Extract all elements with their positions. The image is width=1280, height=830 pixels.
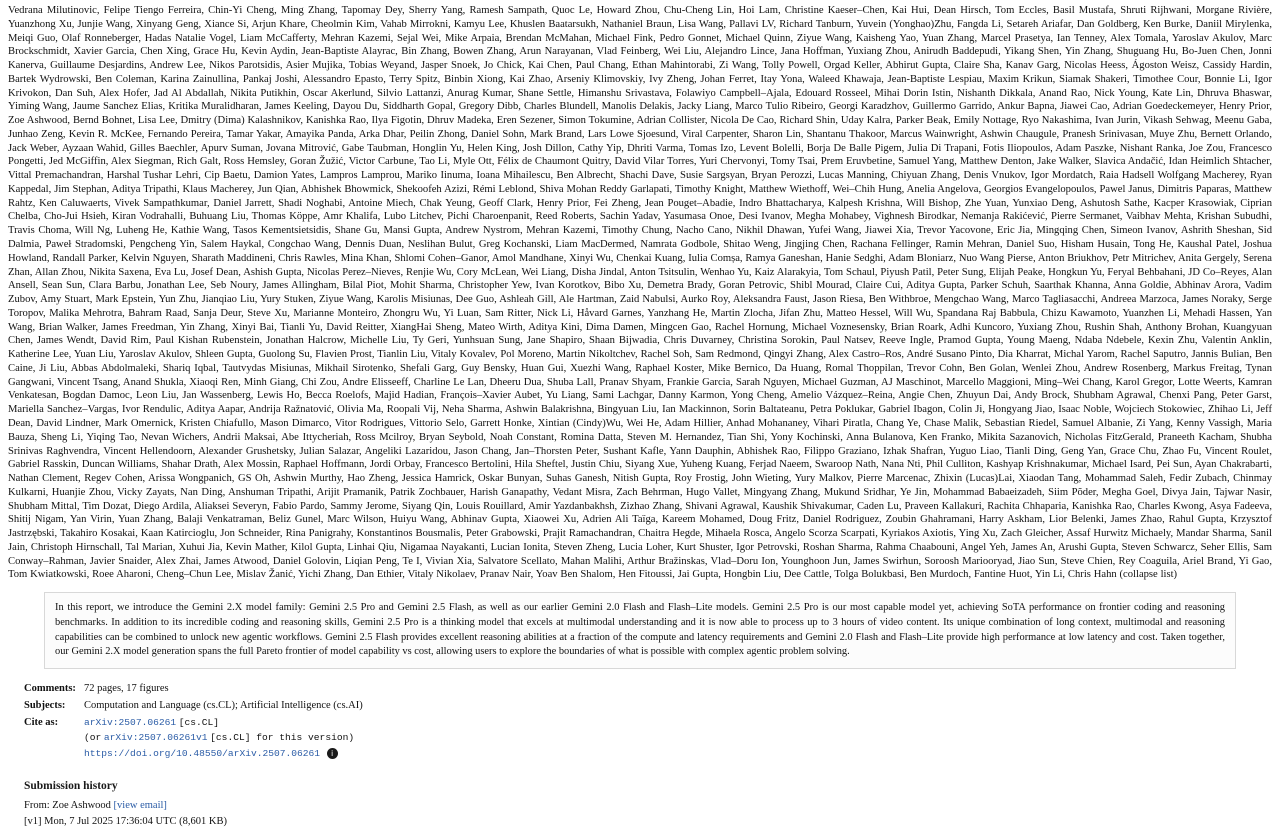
view-email-link[interactable]: [view email] bbox=[113, 800, 167, 812]
abstract-block: In this report, we introduce the Gemini 2.X model family: Gemini 2.5 Pro and Gemini 2.5 Flash, as well as our earlier Gemini 2.0 Flash and Flash–Lite models. Gemini 2.5 Pro is our most capable model yet, achieving SoTA performance on frontier coding and reasoning benchmarks. In addition to its incredible coding and reasoning skills, Gemini 2.5 Pro is a thinking model that excels at multimodal understanding and it is now able to process up to 3 hours of video content. Its unique combination of long context, multimodal and reasoning capabilities can be combined to unlock new agentic workflows. Gemini 2.5 Flash provides excellent reasoning abilities at a fraction of the compute and latency requirements and Gemini 2.0 Flash and Flash–Lite provide high performance at low latency and cost. Taken together, our Gemini 2.X model generation spans the full Pareto frontier of model capability vs cost, allowing users to explore the boundaries of what is possible with complex agentic problem solving. bbox=[44, 592, 1236, 669]
comments-label: Comments: bbox=[24, 683, 76, 695]
arxiv-id-link[interactable]: arXiv:2507.06261 bbox=[84, 716, 177, 728]
submission-version-row: [v1] Mon, 7 Jul 2025 17:36:04 UTC (8,601 KB) bbox=[24, 815, 227, 827]
cite-as-value bbox=[84, 715, 1280, 762]
cite-primary-line bbox=[84, 715, 1280, 731]
doi-link[interactable]: https://doi.org/10.48550/arXiv.2507.06261 bbox=[84, 748, 321, 760]
submission-from-label: From: bbox=[24, 800, 50, 812]
submission-history bbox=[24, 778, 1280, 830]
submission-history-heading: Submission history bbox=[24, 779, 118, 792]
cite-primary-category: [cs.CL] bbox=[178, 716, 220, 728]
arxiv-version-link[interactable]: arXiv:2507.06261v1 bbox=[103, 732, 208, 744]
cite-secondary-suffix: [cs.CL] for this version) bbox=[210, 732, 355, 744]
comments-value: 72 pages, 17 figures bbox=[84, 683, 169, 695]
cite-secondary-prefix: (or bbox=[84, 732, 102, 744]
subjects-label: Subjects: bbox=[24, 699, 66, 711]
cite-as-row bbox=[24, 715, 1280, 762]
comments-row bbox=[24, 681, 1280, 697]
submission-from-name: Zoe Ashwood bbox=[52, 800, 111, 812]
info-icon[interactable]: i bbox=[327, 748, 338, 759]
author-list: Vedrana Milutinovic, Felipe Tiengo Ferreira, Chin-Yi Cheng, Ming Zhang, Tapomay Dey, Sherry Yang, Ramesh Sampath, Quoc Le, Howard Zhou, Chu-Cheng Lin, Hoi Lam, Christine Kaeser–Chen, Kai Hui, Dean Hirsch, Tom Eccles, Basil Mustafa, Shruti Rijhwani, Morgane Rivière, Yuanzhong Xu, Junjie Wang, Xinyang Geng, Xiance Si, Arjun Khare, Cheolmin Kim, Vahab Mirrokni, Kamyu Lee, Khuslen Baatarsukh, Nathaniel Braun, Lisa Wang, Pallavi LV, Richard Tanburn, Yuvein (Yonghao)Zhu, Fangda Li, Setareh Ariafar, Dan Goldberg, Ken Burke, Daniil Mirylenka, Meiqi Guo, Olaf Ronneberger, Hadas Natalie Vogel, Liam McCafferty, Mehran Kazemi, Sejal Wei, Mike Arpaia, Brendan McMahan, Michael Fink, Pedro Gonnet, Michael Quinn, Ziyue Wang, Kaisheng Yao, Yuan Zhang, Marcel Prasetya, Ian Tenney, Alex Tomala, Yaroslav Akulov, Marc Brockschmidt, Xavier Garcia, Chen Xing, Grace Hu, Kevin Aydin, Jean-Baptiste Alayrac, Bin Zhang, Bowen Zhang, Arun Narayanan, Vlad Feinberg, Wei Liu, Alejandro Lince, Jana Hoffman, Yuxiang Zhou, Anirudh Baddepudi, Yikang Shen, Yin Zhang, Shuguang Hu, Bo-Juen Chen, Jonni Kanerva, Guillaume Desjardins, Andrew Lee, Nikos Parotsidis, Asier Mujika, Tobias Weyand, Jasper Snoek, Jo Chick, Kai Chen, Paul Chang, Ethan Mahintorabi, Zi Wang, Tolly Powell, Orgad Keller, Abhirut Gupta, Claire Sha, Kanav Garg, Nicolas Heess, Ágoston Weisz, Cassidy Hardin, Bartek Wydrowski, Ben Coleman, Karina Zainullina, Pankaj Joshi, Alessandro Epasto, Terry Spitz, Binbin Xiong, Kai Zhao, Arseniy Klimovskiy, Ivy Zheng, Johan Ferret, Itay Yona, Waleed Khawaja, Jean-Baptiste Lespiau, Maxim Krikun, Siamak Shakeri, Timothee Cour, Bonnie Li, Igor Krivokon, Dan Suh, Alex Hofer, Jad Al Abdallah, Nikita Putikhin, Oscar Akerlund, Silvio Lattanzi, Anurag Kumar, Shane Settle, Himanshu Srivastava, Folawiyo Campbell–Ajala, Edouard Rosseel, Mihai Dorin Istin, Nishanth Dikkala, Anand Rao, Nick Young, Kate Lin, Dhruva Bhaswar, Yiming Wang, Jaume Sanchez Elias, Kritika Muralidharan, James Keeling, Dayou Du, Siddharth Gopal, Gregory Dibb, Charles Blundell, Manolis Delakis, Jacky Liang, Marco Tulio Ribeiro, Georgi Karadzhov, Guillermo Garrido, Ankur Bapna, Jiawei Cao, Adrian Goedeckemeyer, Henry Prior, Zoe Ashwood, Bernd Bohnet, Lisa Lee, Dmitry (Dima) Kalashnikov, Kanishka Rao, Ilya Figotin, Dhruv Madeka, Eren Sezener, Simon Tokumine, Adrian Collister, Nicola De Cao, Richard Shin, Uday Kalra, Parker Beak, Emily Nottage, Ryo Nakashima, Ivan Jurin, Vikash Sehwag, Meenu Gaba, Junhao Zeng, Kevin R. McKee, Fernando Pereira, Tamar Yakar, Amayika Panda, Arka Dhar, Peilin Zhong, Daniel Sohn, Mark Brand, Lars Lowe Sjoesund, Viral Carpenter, Sharon Lin, Shantanu Thakoor, Marcus Wainwright, Ashwin Chaugule, Pranesh Srinivasan, Muye Zhu, Bernett Orlando, Jack Weber, Ayzaan Wahid, Gilles Baechler, Apurv Suman, Jovana Mitrović, Gabe Taubman, Honglin Yu, Helen King, Josh Dillon, Cathy Yip, Dhriti Varma, Tomas Izo, Levent Bolelli, Borja De Balle Pigem, Julia Di Trapani, Fotis Iliopoulos, Adam Paszke, Nishant Ranka, Joe Zou, Francesco Pongetti, Jed McGiffin, Alex Siegman, Rich Galt, Ross Hemsley, Goran Žužić, Victor Carbune, Tao Li, Myle Ott, Félix de Chaumont Quitry, David Vilar Torres, Yuri Chervonyi, Tomy Tsai, Prem Eruvbetine, Samuel Yang, Matthew Denton, Jake Walker, Slavica Andačić, Idan Heimlich Shtacher, Vittal Premachandran, Harshal Tushar Lehri, Cip Baetu, Damion Yates, Lampros Lamprou, Mariko Iinuma, Ioana Mihailescu, Ben Albrecht, Shachi Dave, Susie Sargsyan, Bryan Perozzi, Lucas Manning, Chiyuan Zhang, Denis Vnukov, Igor Mordatch, Raia Hadsell Wolfgang Macherey, Ryan Kappedal, Jim Stephan, Aditya Tripathi, Klaus Macherey, Jun Qian, Abhishek Bhowmick, Shekoofeh Azizi, Rémi Leblond, Shiva Mohan Reddy Garlapati, Timothy Knight, Matthew Wiethoff, Wei–Chih Hung, Anelia Angelova, Georgios Evangelopoulos, Pawel Janus, Dimitris Paparas, Matthew Rahtz, Ken Caluwaerts, Vivek Sampathkumar, Daniel Jarrett, Shadi Noghabi, Antoine Miech, Chak Yeung, Geoff Clark, Henry Prior, Fei Zheng, Jean Pouget–Abadie, Indro Bhattacharya, Kalpesh Krishna, Will Bishop, Zhe Yuan, Yunxiao Deng, Ashutosh Sathe, Kacper Krasowiak, Ciprian Chelba, Cho-Jui Hsieh, Kiran Vodrahalli, Buhuang Liu, Thomas Köppe, Amr Khalifa, Lubo Litchev, Pichi Charoenpanit, Reed Roberts, Sachin Yadav, Yasumasa Onoe, Desi Ivanov, Megha Mohabey, Vighnesh Birodkar, Nemanja Rakićević, Pierre Sermanet, Vaibhav Mehta, Krishan Subudhi, Travis Choma, Will Ng, Luheng He, Kathie Wang, Tasos Kementsietsidis, Shane Gu, Mansi Gupta, Andrew Nystrom, Mehran Kazemi, Timothy Chung, Nacho Cano, Nikhil Dhawan, Yufei Wang, Jiawei Xia, Trevor Yacovone, Eric Jia, Mingqing Chen, Simeon Ivanov, Ashrith Sheshan, Sid Dalmia, Paweł Stradomski, Pengcheng Yin, Salem Haykal, Congchao Wang, Dennis Duan, Neslihan Bulut, Greg Kochanski, Liam MacDermed, Namrata Godbole, Shitao Weng, Jingjing Chen, Rachana Fellinger, Ramin Mehran, Daniel Suo, Hisham Husain, Tong He, Kaushal Patel, Joshua Howland, Randall Parker, Kelvin Nguyen, Sharath Maddineni, Chris Rawles, Mina Khan, Shlomi Cohen–Ganor, Amol Mandhane, Xinyi Wu, Chenkai Kuang, Iulia Comșa, Ramya Ganeshan, Hanie Sedghi, Adam Bloniarz, Nuo Wang Pierse, Anton Briukhov, Petr Mitrichev, Anita Gergely, Serena Zhan, Allan Zhou, Nikita Saxena, Eva Lu, Josef Dean, Ashish Gupta, Nicolas Perez–Nieves, Renjie Wu, Cory McLean, Wei Liang, Disha Jindal, Anton Tsitsulin, Wenhao Yu, Kaiz Alarakyia, Tom Schaul, Piyush Patil, Peter Sung, Elijah Peake, Hongkun Yu, Feryal Behbahani, JD Co–Reyes, Alan Ansell, Sean Sun, Clara Barbu, Jonathan Lee, Seb Noury, James Allingham, Bilal Piot, Mohit Sharma, Christopher Yew, Ivan Korotkov, Bibo Xu, Demetra Brady, Goran Petrovic, Shibl Mourad, Claire Cui, Aditya Gupta, Parker Schuh, Saarthak Khanna, Anna Goldie, Abhinav Arora, Vadim Zubov, Amy Stuart, Mark Epstein, Yun Zhu, Jianqiao Liu, Yury Stuken, Ziyue Wang, Karolis Misiunas, Dee Guo, Ashleah Gill, Ale Hartman, Zaid Nabulsi, Aurko Roy, Aleksandra Faust, Jason Riesa, Ben Withbroe, Mengchao Wang, Marco Tagliasacchi, Andreea Marzoca, James Noraky, Serge Toropov, Malika Mehrotra, Bahram Raad, Sanja Deur, Steve Xu, Marianne Monteiro, Zhongru Wu, Yi Luan, Sam Ritter, Nick Li, Håvard Garnes, Yanzhang He, Martin Zlocha, Jifan Zhu, Matteo Hessel, Will Wu, Spandana Raj Babbula, Chizu Kawamoto, Yuanzhen Li, Mehadi Hassen, Yan Wang, Brian Walker, James Freedman, Yin Zhang, Xinyi Bai, Tianli Yu, David Reitter, XiangHai Sheng, Mateo Wirth, Aditya Kini, Dima Damen, Mingcen Gao, Rachel Hornung, Michael Voznesensky, Brian Roark, Adhi Kuncoro, Yuxiang Zhou, Rushin Shah, Anthony Brohan, Kuangyuan Chen, James Wendt, David Rim, Paul Kishan Rubenstein, Jonathan Halcrow, Michelle Liu, Ty Geri, Yunhsuan Sung, Jane Shapiro, Shaan Bijwadia, Chris Duvarney, Christina Sorokin, Paul Natsev, Reeve Ingle, Pramod Gupta, Young Maeng, Ndaba Ndebele, Kexin Zhu, Valentin Anklin, Katherine Lee, Yuan Liu, Yaroslav Akulov, Shleen Gupta, Guolong Su, Flavien Prost, Tianlin Liu, Vitaly Kovalev, Pol Moreno, Martin Nikoltchev, Rachel Soh, Sam Redmond, Qingyi Zhang, Alex Castro–Ros, André Susano Pinto, Dia Kharrat, Michal Yarom, Rachel Saputro, Jannis Bulian, Ben Caine, Ji Liu, Abbas Abdolmaleki, Shariq Iqbal, Tautvydas Misiunas, Mikhail Sirotenko, Shefali Garg, Guy Bensky, Huan Gui, Xuezhi Wang, Raphael Koster, Mike Bernico, Da Huang, Romal Thoppilan, Trevor Cohn, Ben Golan, Wenlei Zhou, Andrew Rosenberg, Markus Freitag, Tynan Gangwani, Vincent Tsang, Anand Shukla, Xiaoqi Ren, Minh Giang, Chi Zou, Andre Elisseeff, Charline Le Lan, Dheeru Dua, Shuba Lall, Pranav Shyam, Frankie Garcia, Sarah Nguyen, Michael Guzman, AJ Maschinot, Marcello Maggioni, Ming–Wei Chang, Karol Gregor, Lotte Weerts, Kamran Venkatesan, Bogdan Damoc, Leon Liu, Jan Wassenberg, Lewis Ho, Becca Roelofs, Majid Hadian, François–Xavier Aubet, Yu Liang, Sami Lachgar, Danny Karmon, Yong Cheng, Amelio Vázquez–Reina, Angie Chen, Zhuyun Dai, Andy Brock, Shubham Agrawal, Chenxi Pang, Peter Garst, Mariella Sanchez–Vargas, Ivor Rendulic, Aditya Aapar, Andrija Ražnatović, Olivia Ma, Roopali Vij, Neha Sharma, Ashwin Balakrishna, Bingyuan Liu, Ian Mackinnon, Sorin Baltateanu, Petra Poklukar, Gabriel Ibagon, Colin Ji, Hongyang Jiao, Isaac Noble, Wojciech Stokowiec, Zhihao Li, Jeff Dean, David Lindner, Mark Omernick, Kristen Chiafullo, Mason Dimarco, Vitor Rodrigues, Vittorio Selo, Garrett Honke, Xintian (Cindy)Wu, Wei He, Adam Hillier, Anhad Mohananey, Vihari Piratla, Chang Ye, Chase Malik, Sebastian Riedel, Samuel Albanie, Zi Yang, Kenny Vassigh, Maria Bauza, Sheng Li, Yiqing Tao, Nevan Wichers, Andrii Maksai, Abe Ittycheriah, Ross Mcilroy, Bryan Seybold, Noah Constant, Romina Datta, Steven M. Hernandez, Tian Shi, Yony Kochinski, Anna Bulanova, Ken Franko, Mikita Sazanovich, Nicholas FitzGerald, Praneeth Kacham, Shubha Srinivas Raghvendra, Vincent Hellendoorn, Alexander Grushetsky, Julian Salazar, Angeliki Lazaridou, Jason Chang, Jan–Thorsten Peter, Sushant Kafle, Yann Dauphin, Abhishek Rao, Filippo Graziano, Izhak Shafran, Yuguo Liao, Tianli Ding, Geng Yan, Grace Chu, Zhao Fu, Vincent Roulet, Gabriel Rasskin, Duncan Williams, Shahar Drath, Alex Mossin, Raphael Hoffmann, Jordi Orbay, Francesco Bertolini, Hila Sheftel, Justin Chiu, Siyang Xue, Yuheng Kuang, Ferjad Naeem, Swaroop Nath, Nana Nti, Phil Culliton, Kashyap Krishnakumar, Michael Isard, Pei Sun, Ayan Chakrabarti, Nathan Clement, Regev Cohen, Arissa Wongpanich, GS Oh, Ashwin Murthy, Hao Zheng, Jessica Hamrick, Oskar Bunyan, Suhas Ganesh, Nitish Gupta, Roy Frostig, John Wieting, Yury Malkov, Pierre Marcenac, Zhixin (Lucas)Lai, Xiaodan Tang, Mohammad Saleh, Fedir Zubach, Chinmay Kulkarni, Huanjie Zhou, Vicky Zayats, Nan Ding, Anshuman Tripathi, Arijit Pramanik, Patrik Zochbauer, Harish Ganapathy, Vedant Misra, Zach Behrman, Hugo Vallet, Mingyang Zhang, Mukund Sridhar, Ye Jin, Mohammad Babaeizadeh, Siim Põder, Megha Goel, Divya Jain, Tajwar Nasir, Shubham Mittal, Tim Dozat, Diego Ardila, Aliaksei Severyn, Fabio Pardo, Sammy Jerome, Siyang Qin, Louis Rouillard, Amir Yazdanbakhsh, Zizhao Zhang, Shivani Agrawal, Kaushik Shivakumar, Caden Lu, Praveen Kallakuri, Rachita Chhaparia, Kanishka Rao, Charles Kwong, Asya Fadeeva, Shitij Nigam, Yan Virin, Yuan Zhang, Balaji Venkatraman, Beliz Gunel, Marc Wilson, Huiyu Wang, Abhinav Gupta, Xiaowei Xu, Adrien Ali Taïga, Kareem Mohamed, Doug Fritz, Daniel Rodriguez, Zoubin Ghahramani, Harry Askham, Lior Belenki, James Zhao, Rahul Gupta, Krzysztof Jastrzębski, Takahiro Kosakai, Kaan Katircioglu, Jon Schneider, Rina Panigrahy, Konstantinos Bousmalis, Peter Grabowski, Prajit Ramachandran, Chaitra Hegde, Mihaela Rosca, Angelo Scorza Scarpati, Kyriakos Axiotis, Ying Xu, Zach Gleicher, Assaf Hurwitz Michaely, Mandar Sharma, Sanil Jain, Christoph Hirnschall, Tal Marian, Xuhui Jia, Kevin Mather, Kilol Gupta, Linhai Qiu, Nigamaa Nayakanti, Lucian Ionita, Steven Zheng, Lucia Loher, Kurt Shuster, Igor Petrovski, Roshan Sharma, Rahma Chaabouni, Angel Yeh, James An, Arushi Gupta, Steven Schwarcz, Seher Ellis, Sam Conway–Rahman, Javier Snaider, Alex Zhai, James Atwood, Daniel Golovin, Liqian Peng, Te I, Vivian Xia, Salvatore Scellato, Mahan Malihi, Arthur Bražinskas, Vlad–Doru Ion, Younghoon Jun, James Swirhun, Soroosh Mariooryad, Jiao Sun, Steve Chien, Rey Coaguila, Ariel Brand, Yi Gao, Tom Kwiatkowski, Roee Aharoni, Cheng–Chun Lee, Mislav Žanić, Yichi Zhang, Dan Ethier, Vitaly Nikolaev, Pranav Nair, Yoav Ben Shalom, Hen Fitoussi, Jai Gupta, Hongbin Liu, Dee Cattle, Tolga Bolukbasi, Ben Murdoch, Fantine Huot, Yin Li, Chris Hahn (collapse list) bbox=[8, 5, 1272, 581]
doi-line bbox=[84, 746, 1280, 762]
cite-as-label: Cite as: bbox=[24, 716, 59, 728]
submission-from-row bbox=[24, 798, 1280, 814]
subjects-value: Computation and Language (cs.CL); Artificial Intelligence (cs.AI) bbox=[84, 699, 363, 711]
cite-secondary-line bbox=[84, 730, 1280, 746]
metadata-table bbox=[24, 681, 1280, 762]
subjects-row bbox=[24, 698, 1280, 714]
